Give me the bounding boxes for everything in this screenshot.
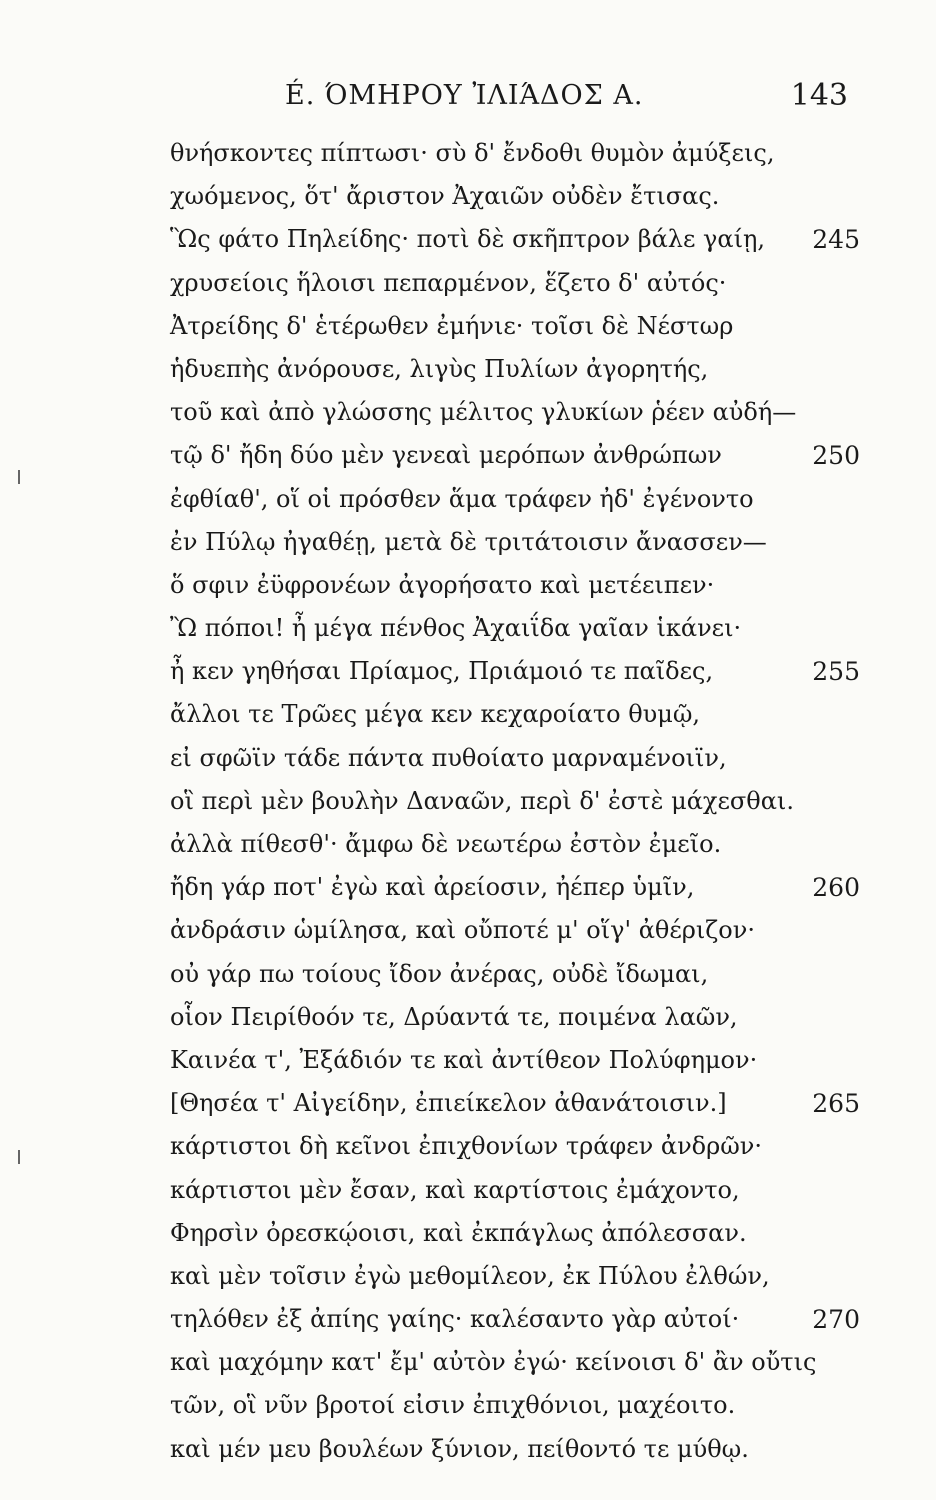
- line-number: 260: [812, 873, 860, 903]
- verse-line: [170, 1082, 860, 1125]
- margin-mark: [18, 1150, 20, 1164]
- verse-text: ἤδη γάρ ποτ' ἐγὼ καὶ ἀρείοσιν, ἠέπερ ὑμῖν,: [170, 873, 695, 902]
- verse-line: [170, 478, 860, 521]
- verse-text: τοῦ καὶ ἀπὸ γλώσσης μέλιτος γλυκίων ῥέεν αὐδή—: [170, 398, 797, 427]
- verse-line: [170, 1384, 860, 1427]
- verse-text: θνήσκοντες πίπτωσι· σὺ δ' ἔνδοθι θυμὸν ἀμύξεις,: [170, 139, 775, 167]
- verse-text: οἷον Πειρίθοόν τε, Δρύαντά τε, ποιμένα λαῶν,: [170, 1002, 738, 1031]
- verse-line: [170, 391, 860, 434]
- verse-text: ἐν Πύλῳ ἠγαθέῃ, μετὰ δὲ τριτάτοισιν ἄνασσεν—: [170, 527, 767, 556]
- verse-line: [170, 780, 860, 823]
- line-number: 250: [812, 441, 860, 471]
- line-number: 265: [812, 1089, 860, 1119]
- verse-text: Ὢ πόποι! ἦ μέγα πένθος Ἀχαιΐδα γαῖαν ἱκάνει·: [170, 614, 742, 643]
- verse-text: οἳ περὶ μὲν βουλὴν Δαναῶν, περὶ δ' ἐστὲ μάχεσθαι.: [170, 786, 794, 815]
- verse-line: [170, 1212, 860, 1255]
- verse-line: [170, 1125, 860, 1168]
- verse-line: [170, 305, 860, 348]
- verse-line: [170, 823, 860, 866]
- page-number: 143: [790, 78, 848, 113]
- line-number: 255: [812, 657, 860, 687]
- verse-line: [170, 909, 860, 952]
- verse-line: [170, 953, 860, 996]
- verse-text: κάρτιστοι δὴ κεῖνοι ἐπιχθονίων τράφεν ἀνδρῶν·: [170, 1132, 763, 1161]
- verse-text: [Θησέα τ' Αἰγείδην, ἐπιείκελον ἀθανάτοισιν.]: [170, 1089, 727, 1118]
- verse-line: [170, 866, 860, 909]
- verse-line: [170, 218, 860, 261]
- verse-line: [170, 434, 860, 477]
- verse-text: καὶ μὲν τοῖσιν ἐγὼ μεθομίλεον, ἐκ Πύλου ἐλθών,: [170, 1261, 770, 1290]
- verse-text: ἡδυεπὴς ἀνόρουσε, λιγὺς Πυλίων ἀγορητής,: [170, 354, 709, 383]
- verse-text: τηλόθεν ἐξ ἀπίης γαίης· καλέσαντο γὰρ αὐτοί·: [170, 1305, 740, 1334]
- line-number: 270: [812, 1305, 860, 1335]
- verse-line: [170, 693, 860, 736]
- verse-line: [170, 132, 860, 175]
- verse-text: οὐ γάρ πω τοίους ἴδον ἀνέρας, οὐδὲ ἴδωμαι,: [170, 959, 709, 988]
- verse-line: [170, 1169, 860, 1212]
- verse-line: [170, 521, 860, 564]
- verse-text: καὶ μαχόμην κατ' ἔμ' αὐτὸν ἐγώ· κείνοισι δ' ἂν οὔτις: [170, 1348, 817, 1377]
- verse-line: [170, 1039, 860, 1082]
- verse-line: [170, 996, 860, 1039]
- verse-text: κάρτιστοι μὲν ἔσαν, καὶ καρτίστοις ἐμάχοντο,: [170, 1175, 740, 1204]
- margin-mark: [18, 470, 20, 484]
- verse-line: [170, 1255, 860, 1298]
- verse-line: [170, 1341, 860, 1384]
- verse-text: ἐφθίαθ', οἵ οἱ πρόσθεν ἅμα τράφεν ἠδ' ἐγένοντο: [170, 484, 754, 513]
- verse-text: τῷ δ' ἤδη δύο μὲν γενεαὶ μερόπων ἀνθρώπων: [170, 441, 722, 470]
- header-title: É. ΌΜΗΡΟΥ ἸΛΙΆΔΟΣ Α.: [285, 80, 644, 111]
- verse-line: [170, 1298, 860, 1341]
- verse-text: ἄλλοι τε Τρῶες μέγα κεν κεχαροίατο θυμῷ,: [170, 700, 701, 729]
- verse-line: [170, 262, 860, 305]
- verse-line: [170, 650, 860, 693]
- verse-text: εἰ σφῶϊν τάδε πάντα πυθοίατο μαρναμένοιϊν,: [170, 743, 727, 772]
- line-number: 245: [812, 225, 860, 255]
- verse-line: [170, 607, 860, 650]
- verse-text: Καινέα τ', Ἐξάδιόν τε καὶ ἀντίθεον Πολύφημον·: [170, 1045, 758, 1074]
- verse-text: Ἀτρείδης δ' ἑτέρωθεν ἐμήνιε· τοῖσι δὲ Νέστωρ: [170, 311, 734, 340]
- verse-text: ἀνδράσιν ὡμίλησα, καὶ οὔποτέ μ' οἵγ' ἀθέριζον·: [170, 916, 755, 945]
- verse-text: χωόμενος, ὅτ' ἄριστον Ἀχαιῶν οὐδὲν ἔτισας.: [170, 182, 720, 211]
- verse-line: [170, 175, 860, 218]
- verse-text: Ὣς φάτο Πηλείδης· ποτὶ δὲ σκῆπτρον βάλε γαίῃ,: [170, 225, 766, 254]
- verse-text: ἦ κεν γηθήσαι Πρίαμος, Πριάμοιό τε παῖδες,: [170, 657, 714, 686]
- verse-line: [170, 348, 860, 391]
- verse-line: [170, 564, 860, 607]
- verse-line: [170, 737, 860, 780]
- verse-block: [170, 132, 860, 1471]
- verse-text: ὅ σφιν ἐϋφρονέων ἀγορήσατο καὶ μετέειπεν·: [170, 570, 715, 599]
- verse-text: ἀλλὰ πίθεσθ'· ἄμφω δὲ νεωτέρω ἐστὸν ἐμεῖο.: [170, 830, 722, 858]
- verse-text: καὶ μέν μευ βουλέων ξύνιον, πείθοντό τε μύθῳ.: [170, 1434, 749, 1463]
- verse-text: Φηρσὶν ὀρεσκῴοισι, καὶ ἐκπάγλως ἀπόλεσσαν.: [170, 1218, 747, 1247]
- running-header: [185, 80, 848, 124]
- verse-line: [170, 1428, 860, 1471]
- verse-text: τῶν, οἳ νῦν βροτοί εἰσιν ἐπιχθόνιοι, μαχέοιτο.: [170, 1391, 736, 1420]
- verse-text: χρυσείοις ἥλοισι πεπαρμένον, ἕζετο δ' αὐτός·: [170, 268, 727, 297]
